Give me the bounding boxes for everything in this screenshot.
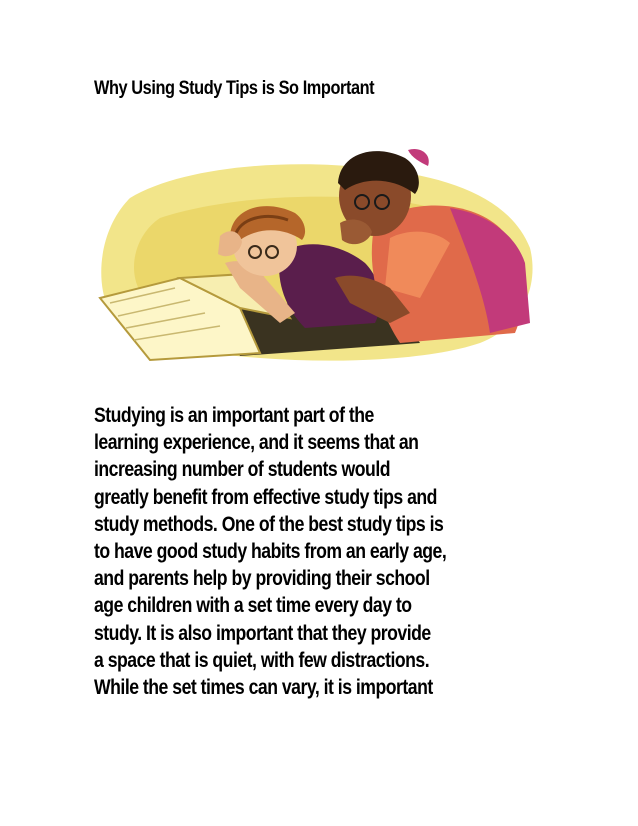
body-line: learning experience, and it seems that an <box>94 431 419 455</box>
body-paragraph <box>94 402 531 701</box>
body-line: greatly benefit from effective study tips and <box>94 485 437 509</box>
body-line: a space that is quiet, with few distractions. <box>94 648 430 672</box>
body-line: and parents help by providing their school <box>94 567 430 591</box>
page-title: Why Using Study Tips is So Important <box>94 78 375 99</box>
body-line: increasing number of students would <box>94 458 390 482</box>
body-line: Studying is an important part of the <box>94 404 374 427</box>
body-line: age children with a set time every day to <box>94 594 412 618</box>
body-line: study methods. One of the best study tips is <box>94 512 444 536</box>
body-line: While the set times can vary, it is important <box>94 676 433 700</box>
body-line: study. It is also important that they provide <box>94 621 431 645</box>
body-line: to have good study habits from an early age, <box>94 540 447 564</box>
students-studying-clipart-icon <box>90 128 540 370</box>
